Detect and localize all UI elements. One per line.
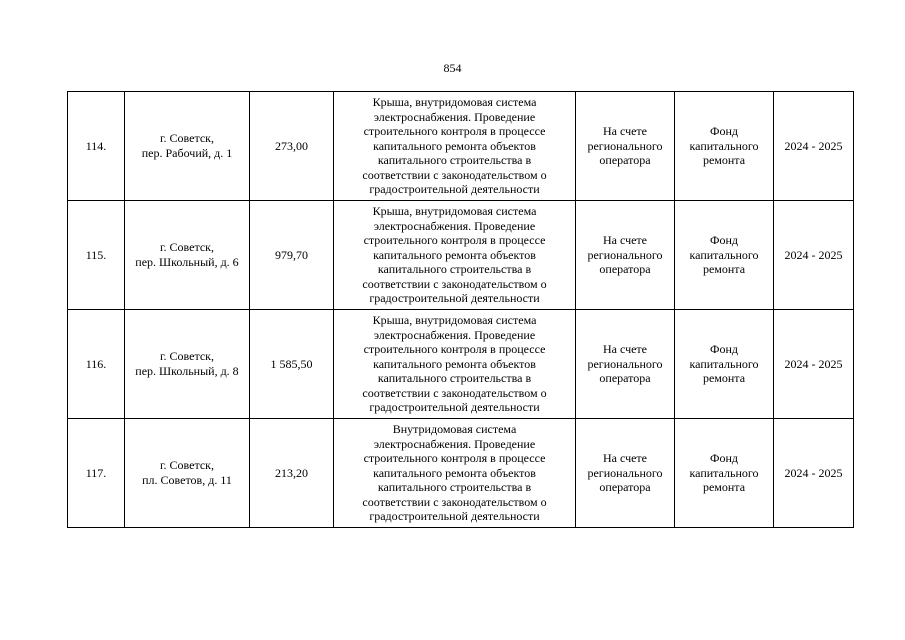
account-line: На счете: [602, 124, 647, 139]
area-cell: 213,20: [250, 419, 334, 528]
fund-line: ремонта: [702, 153, 746, 168]
fund-line: ремонта: [702, 262, 746, 277]
address-cell: [125, 310, 250, 419]
row-number-cell: 117.: [68, 419, 125, 528]
address-line: г. Советск,: [159, 458, 215, 473]
account-line: На счете: [602, 342, 647, 357]
fund-line: ремонта: [702, 480, 746, 495]
account-line: регионального: [587, 356, 663, 371]
works-line: градостроительной деятельности: [369, 400, 540, 415]
fund-line: капитального: [689, 247, 759, 262]
fund-line: капитального: [689, 138, 759, 153]
address-cell: [125, 201, 250, 310]
page-number: 854: [443, 61, 462, 75]
address-line: пер. Рабочий, д. 1: [141, 146, 233, 160]
address-line: пл. Советов, д. 11: [142, 473, 232, 487]
account-line: оператора: [599, 262, 651, 277]
works-line: градостроительной деятельности: [369, 291, 540, 306]
works-line: капитального строительства в: [377, 480, 532, 495]
account-line: оператора: [599, 480, 651, 495]
account-line: оператора: [599, 153, 651, 168]
works-line: строительного контроля в процессе: [363, 124, 546, 139]
works-line: градостроительной деятельности: [369, 182, 540, 197]
fund-cell: [675, 419, 774, 528]
works-line: соответствии с законодательством о: [362, 276, 547, 291]
works-line: градостроительной деятельности: [369, 509, 540, 524]
account-cell: [576, 310, 675, 419]
works-cell: [334, 92, 576, 201]
table-row: [68, 92, 854, 201]
address-line: г. Советск,: [159, 349, 215, 364]
fund-cell: [675, 310, 774, 419]
works-cell: [334, 310, 576, 419]
period-cell: 2024 - 2025: [774, 310, 854, 419]
works-cell: [334, 201, 576, 310]
fund-cell: [675, 92, 774, 201]
fund-line: Фонд: [709, 124, 738, 139]
row-number-cell: 114.: [68, 92, 125, 201]
account-line: регионального: [587, 465, 663, 480]
address-line: г. Советск,: [159, 240, 215, 255]
works-line: капитального строительства в: [377, 371, 532, 386]
table-row: [68, 310, 854, 419]
works-line: Крыша, внутридомовая система: [372, 94, 537, 109]
works-line: капитального строительства в: [377, 262, 532, 277]
address-line: пер. Школьный, д. 8: [135, 364, 239, 378]
works-line: капитального ремонта объектов: [373, 356, 536, 371]
account-cell: [576, 92, 675, 201]
account-line: регионального: [587, 247, 663, 262]
works-line: электроснабжения. Проведение: [373, 109, 536, 124]
fund-line: Фонд: [709, 233, 738, 248]
area-cell: 979,70: [250, 201, 334, 310]
table-row: [68, 419, 854, 528]
address-line: пер. Школьный, д. 6: [135, 255, 239, 269]
fund-line: капитального: [689, 356, 759, 371]
fund-cell: [675, 201, 774, 310]
works-line: капитального строительства в: [377, 153, 532, 168]
period-cell: 2024 - 2025: [774, 201, 854, 310]
works-cell: [334, 419, 576, 528]
row-number-cell: 116.: [68, 310, 125, 419]
works-line: электроснабжения. Проведение: [373, 327, 536, 342]
works-line: строительного контроля в процессе: [363, 342, 546, 357]
works-line: Крыша, внутридомовая система: [372, 203, 537, 218]
fund-line: капитального: [689, 465, 759, 480]
works-line: Внутридомовая система: [392, 421, 517, 436]
area-cell: 273,00: [250, 92, 334, 201]
area-cell: 1 585,50: [250, 310, 334, 419]
works-line: капитального ремонта объектов: [373, 247, 536, 262]
period-cell: 2024 - 2025: [774, 92, 854, 201]
works-line: строительного контроля в процессе: [363, 451, 546, 466]
row-number-cell: 115.: [68, 201, 125, 310]
works-line: соответствии с законодательством о: [362, 385, 547, 400]
works-line: строительного контроля в процессе: [363, 233, 546, 248]
account-cell: [576, 201, 675, 310]
fund-line: Фонд: [709, 451, 738, 466]
works-line: соответствии с законодательством о: [362, 494, 547, 509]
works-line: электроснабжения. Проведение: [373, 436, 536, 451]
table-row: [68, 201, 854, 310]
works-line: соответствии с законодательством о: [362, 167, 547, 182]
account-line: На счете: [602, 233, 647, 248]
period-cell: 2024 - 2025: [774, 419, 854, 528]
table-body: [68, 92, 854, 528]
works-line: Крыша, внутридомовая система: [372, 312, 537, 327]
works-line: электроснабжения. Проведение: [373, 218, 536, 233]
repair-plan-table: [67, 91, 854, 528]
works-line: капитального ремонта объектов: [373, 138, 536, 153]
account-line: оператора: [599, 371, 651, 386]
address-cell: [125, 419, 250, 528]
account-line: регионального: [587, 138, 663, 153]
account-cell: [576, 419, 675, 528]
account-line: На счете: [602, 451, 647, 466]
address-cell: [125, 92, 250, 201]
fund-line: Фонд: [709, 342, 738, 357]
address-line: г. Советск,: [159, 131, 215, 146]
fund-line: ремонта: [702, 371, 746, 386]
works-line: капитального ремонта объектов: [373, 465, 536, 480]
